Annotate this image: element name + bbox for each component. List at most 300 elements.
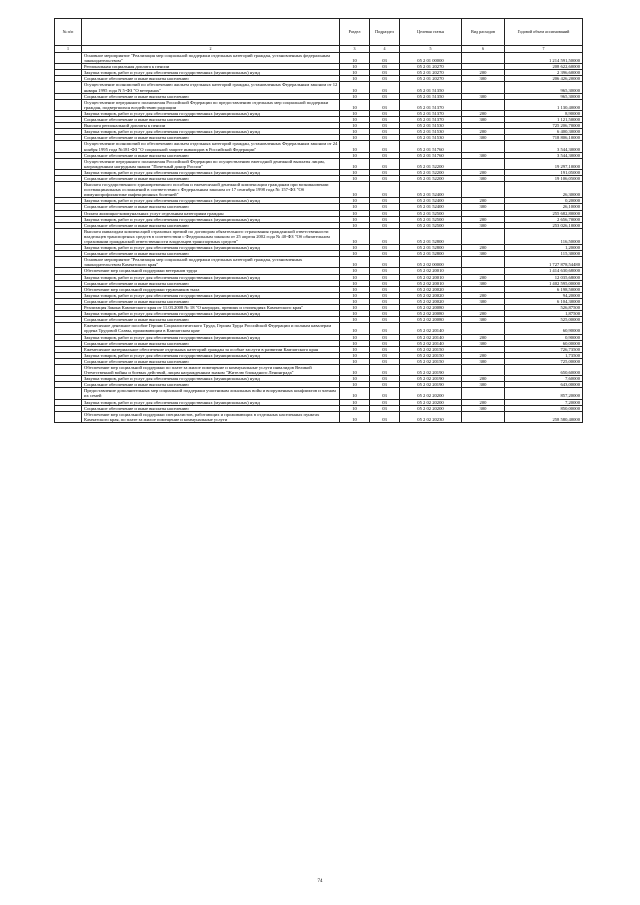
row-expense-type-cell: 200: [462, 376, 505, 382]
row-amount-cell: 0,20000: [505, 198, 583, 204]
row-amount-cell: 850,00000: [505, 405, 583, 411]
row-section-cell: 10: [340, 405, 370, 411]
row-target-cell: 05 2 02 20150: [400, 358, 462, 364]
row-amount-cell: 26,30000: [505, 182, 583, 198]
budget-table: [54, 18, 583, 423]
row-section-cell: 10: [340, 334, 370, 340]
row-target-cell: 05 2 01 51370: [400, 117, 462, 123]
row-name-cell: Закупка товаров, работ и услуг для обеспечения государственных (муниципальных) нужд: [82, 70, 340, 76]
row-name-cell: Реализация Закона Камчатского края от 11.03.2008 № 18 "О наградах, премиях и стипендиях Камчатского края": [82, 305, 340, 311]
row-section-cell: 10: [340, 175, 370, 181]
row-subsection-cell: 03: [370, 152, 400, 158]
row-num-cell: [55, 323, 82, 334]
row-section-cell: 10: [340, 198, 370, 204]
row-expense-type-cell: 300: [462, 93, 505, 99]
row-target-cell: 05 2 01 52400: [400, 204, 462, 210]
row-name-cell: Закупка товаров, работ и услуг для обеспечения государственных (муниципальных) нужд: [82, 110, 340, 116]
row-section-cell: 10: [340, 210, 370, 216]
row-expense-type-cell: 300: [462, 222, 505, 228]
row-expense-type-cell: 300: [462, 405, 505, 411]
row-section-cell: 10: [340, 280, 370, 286]
row-amount-cell: 115,30000: [505, 251, 583, 257]
row-subsection-cell: 03: [370, 292, 400, 298]
row-subsection-cell: 03: [370, 82, 400, 93]
row-name-cell: Социальное обеспечение и иные выплаты населению: [82, 405, 340, 411]
row-target-cell: 05 2 01 51760: [400, 152, 462, 158]
row-name-cell: Обеспечение мер социальной поддержки по плате за жилое помещение и коммунальные услуги инвалидов Великой Отечественной войны и боевых действий, лицам награжденным знаком "Жителю блокадного Ленинграда": [82, 364, 340, 375]
col-number: 4: [370, 46, 400, 53]
row-expense-type-cell: 300: [462, 298, 505, 304]
row-subsection-cell: 03: [370, 117, 400, 123]
row-subsection-cell: 03: [370, 64, 400, 70]
row-subsection-cell: 03: [370, 110, 400, 116]
row-name-cell: Социальное обеспечение и иные выплаты населению: [82, 222, 340, 228]
row-expense-type-cell: [462, 257, 505, 268]
row-target-cell: 05 2 02 20140: [400, 323, 462, 334]
row-amount-cell: 255 682,80000: [505, 210, 583, 216]
row-name-cell: Закупка товаров, работ и услуг для обеспечения государственных (муниципальных) нужд: [82, 334, 340, 340]
row-target-cell: 05 2 02 20020: [400, 298, 462, 304]
row-subsection-cell: 03: [370, 274, 400, 280]
row-name-cell: Выплата инвалидам компенсаций страховых премий по договорам обязательного страхования гражданской ответственности владельцев транспортных средств в соответствии с Федеральным законом от 25 апреля 2002 года № 40-ФЗ "Об обязательном страховании гражданской ответственности владельцев транспортных средств": [82, 228, 340, 244]
row-section-cell: 10: [340, 110, 370, 116]
row-target-cell: 05 2 01 52800: [400, 251, 462, 257]
row-name-cell: Закупка товаров, работ и услуг для обеспечения государственных (муниципальных) нужд: [82, 399, 340, 405]
row-amount-cell: 718 806,10000: [505, 135, 583, 141]
row-section-cell: 10: [340, 257, 370, 268]
row-section-cell: 10: [340, 311, 370, 317]
row-name-cell: Основное мероприятие "Реализация мер социальной поддержки отдельных категорий граждан, установленных законодательством Камчатского края": [82, 257, 340, 268]
row-expense-type-cell: 200: [462, 216, 505, 222]
row-name-cell: Предоставление дополнительных мер социальной поддержки участникам локальных войн и вооруженных конфликтов и членам их семей: [82, 388, 340, 399]
row-name-cell: Ежемесячное материальное обеспечение отдельных категорий граждан за особые заслуги в развитии Камчатского края: [82, 346, 340, 352]
row-section-cell: 10: [340, 93, 370, 99]
row-subsection-cell: 03: [370, 411, 400, 422]
row-name-cell: Осуществление полномочий по обеспечению жильем отдельных категорий граждан, установленных Федеральным законом от 24 ноября 1995 года №181-ФЗ "О социальной защите инвалидов в Российской Федерации": [82, 141, 340, 152]
col-header-expense-type: Вид расходов: [462, 19, 505, 46]
col-header-subsection: Подраздел: [370, 19, 400, 46]
row-section-cell: 10: [340, 251, 370, 257]
row-name-cell: Оплата жилищно-коммунальных услуг отдельным категориям граждан: [82, 210, 340, 216]
row-name-cell: Закупка товаров, работ и услуг для обеспечения государственных (муниципальных) нужд: [82, 376, 340, 382]
row-subsection-cell: 03: [370, 204, 400, 210]
row-num-cell: [55, 364, 82, 375]
table-row: [55, 323, 583, 334]
row-section-cell: 10: [340, 228, 370, 244]
row-subsection-cell: 03: [370, 210, 400, 216]
row-name-cell: Социальное обеспечение и иные выплаты населению: [82, 280, 340, 286]
col-header-section: Раздел: [340, 19, 370, 46]
row-expense-type-cell: 300: [462, 317, 505, 323]
row-amount-cell: 253 026,10000: [505, 222, 583, 228]
col-number: 3: [340, 46, 370, 53]
row-expense-type-cell: [462, 182, 505, 198]
row-section-cell: 10: [340, 129, 370, 135]
row-num-cell: [55, 228, 82, 244]
row-name-cell: Закупка товаров, работ и услуг для обеспечения государственных (муниципальных) нужд: [82, 169, 340, 175]
row-target-cell: 05 2 01 20270: [400, 70, 462, 76]
row-expense-type-cell: 300: [462, 358, 505, 364]
row-target-cell: 05 2 01 52200: [400, 169, 462, 175]
row-amount-cell: 7,20000: [505, 399, 583, 405]
row-name-cell: Социальное обеспечение и иные выплаты населению: [82, 251, 340, 257]
row-num-cell: [55, 99, 82, 110]
row-num-cell: [55, 257, 82, 268]
row-target-cell: 05 2 01 51530: [400, 129, 462, 135]
row-section-cell: 10: [340, 70, 370, 76]
row-amount-cell: 650,60000: [505, 364, 583, 375]
row-target-cell: 05 2 02 20020: [400, 292, 462, 298]
row-section-cell: 10: [340, 305, 370, 311]
row-target-cell: 05 2 02 20190: [400, 364, 462, 375]
row-num-cell: [55, 411, 82, 422]
row-amount-cell: 1 414 630,68000: [505, 268, 583, 274]
col-number: 2: [82, 46, 340, 53]
row-amount-cell: 1 214 591,50000: [505, 53, 583, 64]
row-expense-type-cell: 300: [462, 117, 505, 123]
row-section-cell: 10: [340, 286, 370, 292]
row-target-cell: 05 2 02 20080: [400, 305, 462, 311]
row-target-cell: 05 2 02 20010: [400, 274, 462, 280]
row-expense-type-cell: 200: [462, 245, 505, 251]
col-header-name: [82, 19, 340, 46]
row-target-cell: 05 2 01 00000: [400, 53, 462, 64]
row-name-cell: Закупка товаров, работ и услуг для обеспечения государственных (муниципальных) нужд: [82, 245, 340, 251]
row-amount-cell: 1 121,50000: [505, 117, 583, 123]
row-name-cell: Социальное обеспечение и иные выплаты населению: [82, 298, 340, 304]
row-section-cell: 10: [340, 64, 370, 70]
row-expense-type-cell: 200: [462, 110, 505, 116]
row-amount-cell: 1 727 878,54480: [505, 257, 583, 268]
row-target-cell: 05 2 02 20190: [400, 376, 462, 382]
row-subsection-cell: 03: [370, 298, 400, 304]
row-expense-type-cell: 300: [462, 175, 505, 181]
row-expense-type-cell: [462, 364, 505, 375]
col-number: 6: [462, 46, 505, 53]
row-section-cell: 10: [340, 204, 370, 210]
row-expense-type-cell: 200: [462, 334, 505, 340]
row-section-cell: 10: [340, 169, 370, 175]
row-num-cell: [55, 82, 82, 93]
row-amount-cell: 643,00000: [505, 382, 583, 388]
row-section-cell: 10: [340, 117, 370, 123]
row-subsection-cell: 03: [370, 388, 400, 399]
row-expense-type-cell: [462, 158, 505, 169]
row-expense-type-cell: 300: [462, 135, 505, 141]
row-subsection-cell: 03: [370, 323, 400, 334]
row-section-cell: 10: [340, 76, 370, 82]
row-target-cell: 05 2 01 52500: [400, 222, 462, 228]
row-section-cell: 10: [340, 135, 370, 141]
row-amount-cell: 8,90000: [505, 110, 583, 116]
col-header-target: Целевая статья: [400, 19, 462, 46]
row-expense-type-cell: 300: [462, 152, 505, 158]
row-amount-cell: 19 297,10000: [505, 158, 583, 169]
row-subsection-cell: 03: [370, 222, 400, 228]
row-section-cell: 10: [340, 82, 370, 93]
row-target-cell: 05 2 02 20010: [400, 268, 462, 274]
row-amount-cell: 26,10000: [505, 204, 583, 210]
row-name-cell: Социальное обеспечение и иные выплаты населению: [82, 382, 340, 388]
row-expense-type-cell: [462, 388, 505, 399]
table-row: [55, 53, 583, 64]
row-subsection-cell: 03: [370, 135, 400, 141]
row-name-cell: Социальное обеспечение и иные выплаты населению: [82, 204, 340, 210]
row-section-cell: 10: [340, 358, 370, 364]
row-amount-cell: 60,00000: [505, 340, 583, 346]
row-name-cell: Обеспечение мер социальной поддержки тружеников тыла: [82, 286, 340, 292]
row-subsection-cell: 03: [370, 317, 400, 323]
row-target-cell: 05 2 02 20200: [400, 388, 462, 399]
row-name-cell: Закупка товаров, работ и услуг для обеспечения государственных (муниципальных) нужд: [82, 311, 340, 317]
row-section-cell: 10: [340, 364, 370, 375]
row-target-cell: 05 2 01 51350: [400, 93, 462, 99]
row-target-cell: 05 2 01 52200: [400, 175, 462, 181]
row-target-cell: 05 2 01 51530: [400, 123, 462, 129]
row-target-cell: 05 2 01 51350: [400, 82, 462, 93]
row-name-cell: Основное мероприятие "Реализация мер социальной поддержки отдельных категорий граждан, установленных федеральным законодательством": [82, 53, 340, 64]
row-subsection-cell: 03: [370, 257, 400, 268]
row-num-cell: [55, 388, 82, 399]
row-target-cell: 05 2 01 52200: [400, 158, 462, 169]
row-subsection-cell: 03: [370, 169, 400, 175]
row-subsection-cell: 03: [370, 376, 400, 382]
row-target-cell: 05 2 02 20140: [400, 340, 462, 346]
row-subsection-cell: 03: [370, 53, 400, 64]
row-name-cell: Закупка товаров, работ и услуг для обеспечения государственных (муниципальных) нужд: [82, 274, 340, 280]
row-expense-type-cell: 300: [462, 280, 505, 286]
row-section-cell: 10: [340, 53, 370, 64]
row-amount-cell: 6 104,30000: [505, 298, 583, 304]
row-name-cell: Социальное обеспечение и иные выплаты населению: [82, 135, 340, 141]
row-amount-cell: 857,20000: [505, 388, 583, 399]
row-name-cell: Осуществление переданного полномочия Российской Федерации по осуществлению ежегодной денежной выплаты лицам, награжденным нагрудным знаком "Почетный донор России": [82, 158, 340, 169]
row-expense-type-cell: 200: [462, 169, 505, 175]
table-row: [55, 141, 583, 152]
row-expense-type-cell: [462, 141, 505, 152]
row-target-cell: 05 2 01 20270: [400, 64, 462, 70]
row-expense-type-cell: 300: [462, 382, 505, 388]
row-amount-cell: 2 656,70000: [505, 216, 583, 222]
row-num-cell: [55, 182, 82, 198]
row-subsection-cell: 03: [370, 141, 400, 152]
row-target-cell: 05 2 02 20230: [400, 411, 462, 422]
budget-table-sheet: [54, 18, 582, 423]
row-subsection-cell: 03: [370, 245, 400, 251]
table-row: [55, 364, 583, 375]
row-subsection-cell: 03: [370, 382, 400, 388]
row-subsection-cell: 03: [370, 216, 400, 222]
row-section-cell: 10: [340, 158, 370, 169]
table-row: [55, 182, 583, 198]
row-amount-cell: 191,05000: [505, 169, 583, 175]
row-target-cell: 05 2 01 52800: [400, 228, 462, 244]
row-subsection-cell: 03: [370, 70, 400, 76]
row-expense-type-cell: 200: [462, 292, 505, 298]
table-row: [55, 82, 583, 93]
row-expense-type-cell: 200: [462, 311, 505, 317]
row-subsection-cell: 03: [370, 340, 400, 346]
row-expense-type-cell: 300: [462, 204, 505, 210]
row-section-cell: 10: [340, 152, 370, 158]
row-subsection-cell: 03: [370, 99, 400, 110]
row-amount-cell: 1 130,40000: [505, 99, 583, 110]
row-num-cell: [55, 158, 82, 169]
row-section-cell: 10: [340, 182, 370, 198]
row-amount-cell: 6 198,50000: [505, 286, 583, 292]
row-num-cell: [55, 53, 82, 64]
row-amount-cell: 726,73500: [505, 346, 583, 352]
row-section-cell: 10: [340, 245, 370, 251]
row-name-cell: Закупка товаров, работ и услуг для обеспечения государственных (муниципальных) нужд: [82, 352, 340, 358]
row-section-cell: 10: [340, 292, 370, 298]
row-amount-cell: 208 622,60000: [505, 64, 583, 70]
col-number: 1: [55, 46, 82, 53]
row-section-cell: 10: [340, 222, 370, 228]
row-section-cell: 10: [340, 216, 370, 222]
row-section-cell: 10: [340, 268, 370, 274]
row-subsection-cell: 03: [370, 228, 400, 244]
row-subsection-cell: 03: [370, 305, 400, 311]
row-subsection-cell: 03: [370, 158, 400, 169]
row-name-cell: Региональная социальная доплата к пенсии: [82, 64, 340, 70]
row-target-cell: 05 2 01 52500: [400, 216, 462, 222]
row-amount-cell: 3 544,30000: [505, 141, 583, 152]
row-num-cell: [55, 141, 82, 152]
row-target-cell: 05 2 02 20140: [400, 334, 462, 340]
row-amount-cell: 965,30000: [505, 93, 583, 99]
row-expense-type-cell: [462, 82, 505, 93]
table-row: [55, 99, 583, 110]
row-subsection-cell: 03: [370, 182, 400, 198]
row-expense-type-cell: 300: [462, 251, 505, 257]
row-name-cell: Выплата региональной доплаты к пенсии: [82, 123, 340, 129]
row-target-cell: 05 2 01 51370: [400, 99, 462, 110]
row-amount-cell: 60,90000: [505, 323, 583, 334]
row-target-cell: 05 2 01 52400: [400, 182, 462, 198]
row-name-cell: Закупка товаров, работ и услуг для обеспечения государственных (муниципальных) нужд: [82, 292, 340, 298]
row-subsection-cell: 03: [370, 93, 400, 99]
row-section-cell: 10: [340, 376, 370, 382]
row-amount-cell: 1,20000: [505, 245, 583, 251]
row-subsection-cell: 03: [370, 76, 400, 82]
row-amount-cell: 116,50000: [505, 228, 583, 244]
row-subsection-cell: 03: [370, 268, 400, 274]
row-name-cell: Социальное обеспечение и иные выплаты населению: [82, 340, 340, 346]
row-target-cell: 05 2 02 00000: [400, 257, 462, 268]
row-target-cell: 05 2 01 20270: [400, 76, 462, 82]
row-amount-cell: 2 396,60000: [505, 70, 583, 76]
row-name-cell: Обеспечение мер социальной поддержки специалистов, работающих и проживающих в отдельных населенных пунктах Камчатского края, по плате за жилое помещение и коммунальные услуги: [82, 411, 340, 422]
col-header-amount: Годовой объем ассигнований: [505, 19, 583, 46]
row-expense-type-cell: [462, 99, 505, 110]
row-target-cell: 05 2 02 20020: [400, 286, 462, 292]
row-target-cell: 05 2 01 52400: [400, 198, 462, 204]
table-body: [55, 53, 583, 423]
row-subsection-cell: 03: [370, 334, 400, 340]
col-number: 5: [400, 46, 462, 53]
row-name-cell: Осуществление полномочий по обеспечению жильем отдельных категорий граждан, установленных Федеральным законом от 12 января 1995 года N 5-ФЗ "О ветеранах": [82, 82, 340, 93]
row-amount-cell: 1,73500: [505, 352, 583, 358]
row-section-cell: 10: [340, 340, 370, 346]
row-target-cell: 05 2 02 20080: [400, 317, 462, 323]
row-target-cell: 05 2 01 51530: [400, 135, 462, 141]
row-expense-type-cell: 200: [462, 70, 505, 76]
table-row: [55, 411, 583, 422]
row-section-cell: 10: [340, 123, 370, 129]
row-subsection-cell: 03: [370, 123, 400, 129]
row-name-cell: Ежемесячное денежное пособие Героям Социалистического Труда, Героям Труда Российской Федерации и полным кавалерам ордена Трудовой Славы, проживающим в Камчатском крае: [82, 323, 340, 334]
row-name-cell: Обеспечение мер социальной поддержки ветеранов труда: [82, 268, 340, 274]
row-section-cell: 10: [340, 274, 370, 280]
row-subsection-cell: 03: [370, 352, 400, 358]
row-expense-type-cell: 200: [462, 198, 505, 204]
row-name-cell: Социальное обеспечение и иные выплаты населению: [82, 152, 340, 158]
row-name-cell: Социальное обеспечение и иные выплаты населению: [82, 358, 340, 364]
row-name-cell: Закупка товаров, работ и услуг для обеспечения государственных (муниципальных) нужд: [82, 216, 340, 222]
row-name-cell: Социальное обеспечение и иные выплаты населению: [82, 175, 340, 181]
row-target-cell: 05 2 02 20200: [400, 399, 462, 405]
column-number-row: [55, 46, 583, 53]
row-expense-type-cell: 200: [462, 274, 505, 280]
row-amount-cell: 206 426,20000: [505, 76, 583, 82]
row-expense-type-cell: 300: [462, 340, 505, 346]
row-amount-cell: 525,00000: [505, 317, 583, 323]
row-amount-cell: 3 544,30000: [505, 152, 583, 158]
row-amount-cell: 0,90000: [505, 334, 583, 340]
row-subsection-cell: 03: [370, 399, 400, 405]
row-subsection-cell: 03: [370, 405, 400, 411]
row-subsection-cell: 03: [370, 286, 400, 292]
row-name-cell: Закупка товаров, работ и услуг для обеспечения государственных (муниципальных) нужд: [82, 198, 340, 204]
row-expense-type-cell: 200: [462, 399, 505, 405]
col-number: 7: [505, 46, 583, 53]
row-amount-cell: 7,60000: [505, 376, 583, 382]
row-section-cell: 10: [340, 399, 370, 405]
row-target-cell: 05 2 01 52500: [400, 210, 462, 216]
row-subsection-cell: 03: [370, 251, 400, 257]
row-amount-cell: 1,87500: [505, 311, 583, 317]
row-section-cell: 10: [340, 411, 370, 422]
row-subsection-cell: 03: [370, 311, 400, 317]
header-row: [55, 19, 583, 46]
row-section-cell: 10: [340, 388, 370, 399]
page-number: 74: [317, 879, 323, 884]
row-name-cell: Социальное обеспечение и иные выплаты населению: [82, 76, 340, 82]
row-subsection-cell: 03: [370, 198, 400, 204]
row-amount-cell: 965,30000: [505, 82, 583, 93]
row-name-cell: Выплата государственного единовременного пособия и ежемесячной денежной компенсации гражданам при возникновении поствакцинальных осложнений в соответствии с Федеральным законом от 17 сентября 1998 года № 157-ФЗ "Об иммунопрофилактике инфекционных болезней": [82, 182, 340, 198]
row-name-cell: Осуществление переданного полномочия Российской Федерации по предоставлению отдельных мер социальной поддержки граждан, подвергшихся воздействию радиации: [82, 99, 340, 110]
row-amount-cell: 1 402 595,00000: [505, 280, 583, 286]
row-subsection-cell: 03: [370, 129, 400, 135]
row-amount-cell: 725 206,70000: [505, 123, 583, 129]
row-subsection-cell: 03: [370, 175, 400, 181]
row-amount-cell: 526,87500: [505, 305, 583, 311]
row-target-cell: 05 2 02 20080: [400, 311, 462, 317]
row-expense-type-cell: [462, 411, 505, 422]
row-subsection-cell: 03: [370, 358, 400, 364]
row-target-cell: 05 2 02 20200: [400, 405, 462, 411]
row-amount-cell: 19 106,05000: [505, 175, 583, 181]
row-name-cell: Социальное обеспечение и иные выплаты населению: [82, 117, 340, 123]
row-section-cell: 10: [340, 99, 370, 110]
row-amount-cell: 94,20000: [505, 292, 583, 298]
row-subsection-cell: 03: [370, 364, 400, 375]
row-section-cell: 10: [340, 346, 370, 352]
row-target-cell: 05 2 01 51370: [400, 110, 462, 116]
row-amount-cell: 258 580,40000: [505, 411, 583, 422]
